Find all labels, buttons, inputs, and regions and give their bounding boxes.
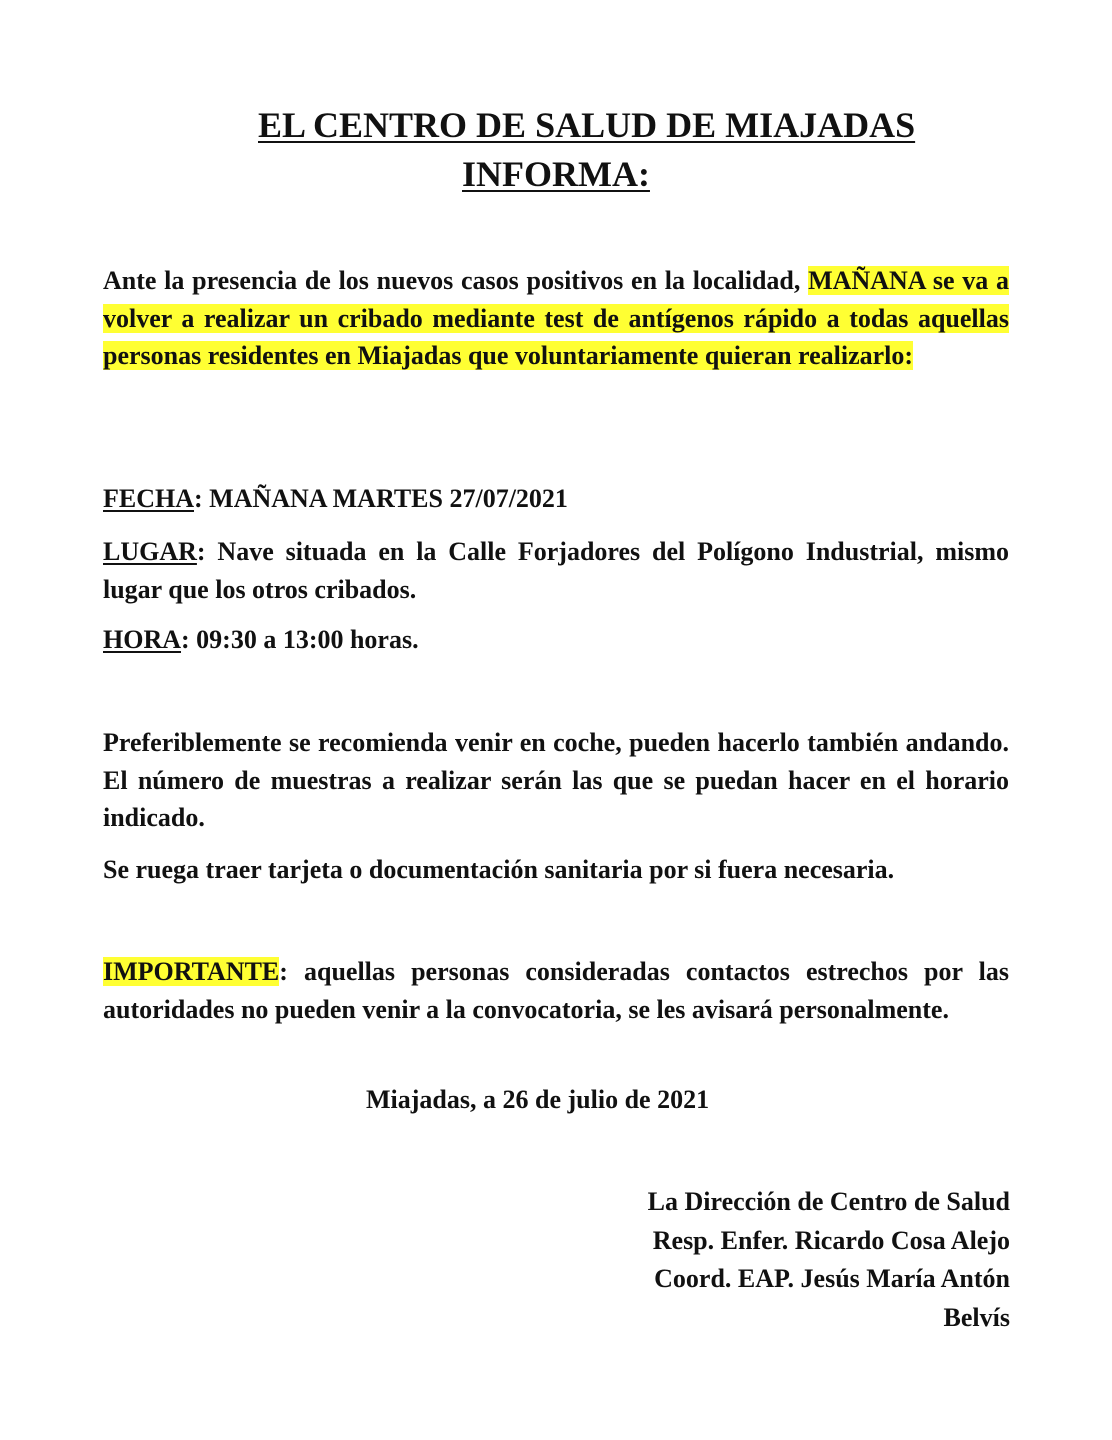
signature-line-direction: La Dirección de Centro de Salud [647,1187,1010,1216]
notice-title-line1: EL CENTRO DE SALUD DE MIAJADAS [258,105,916,145]
important-paragraph [103,953,1009,1028]
important-label: IMPORTANTE [103,957,280,986]
important-text: : aquellas personas consideradas contactos estrechos por las autoridades no pueden venir a la convocatoria, se les avisará personalmente. [103,957,1009,1024]
date-line [103,480,1009,518]
time-label: HORA [103,625,181,654]
notice-title-line2: INFORMA: [462,154,650,194]
signature-line-surname: Belvís [943,1302,1010,1332]
location-line [103,533,1009,608]
date-value: : MAÑANA MARTES 27/07/2021 [194,484,568,513]
intro-text: Ante la presencia de los nuevos casos positivos en la localidad, [103,266,809,295]
place-and-date: Miajadas, a 26 de julio de 2021 [366,1085,710,1114]
preference-paragraph: Preferiblemente se recomienda venir en coche, pueden hacerlo también andando. El número de muestras a realizar serán las que se puedan hacer en el horario indicado. [103,728,1009,832]
card-request-paragraph: Se ruega traer tarjeta o documentación sanitaria por si fuera necesaria. [103,855,895,884]
signature-line-coordinator: Coord. EAP. Jesús María Antón [654,1264,1010,1293]
intro-paragraph [103,262,1009,375]
location-label: LUGAR [103,537,197,566]
date-label: FECHA [103,484,194,513]
signature-line-nursing: Resp. Enfer. Ricardo Cosa Alejo [652,1225,1010,1255]
signature-block [550,1183,1010,1337]
intro-highlighted-text: MAÑANA se va a volver a realizar un cribado mediante test de antígenos rápido a todas aquellas personas residentes en Miajadas que voluntariamente quieran realizarlo: [103,266,1009,370]
location-value: : Nave situada en la Calle Forjadores del Polígono Industrial, mismo lugar que los otros cribados. [103,537,1009,604]
time-line [103,621,1009,659]
time-value: : 09:30 a 13:00 horas. [181,625,419,654]
